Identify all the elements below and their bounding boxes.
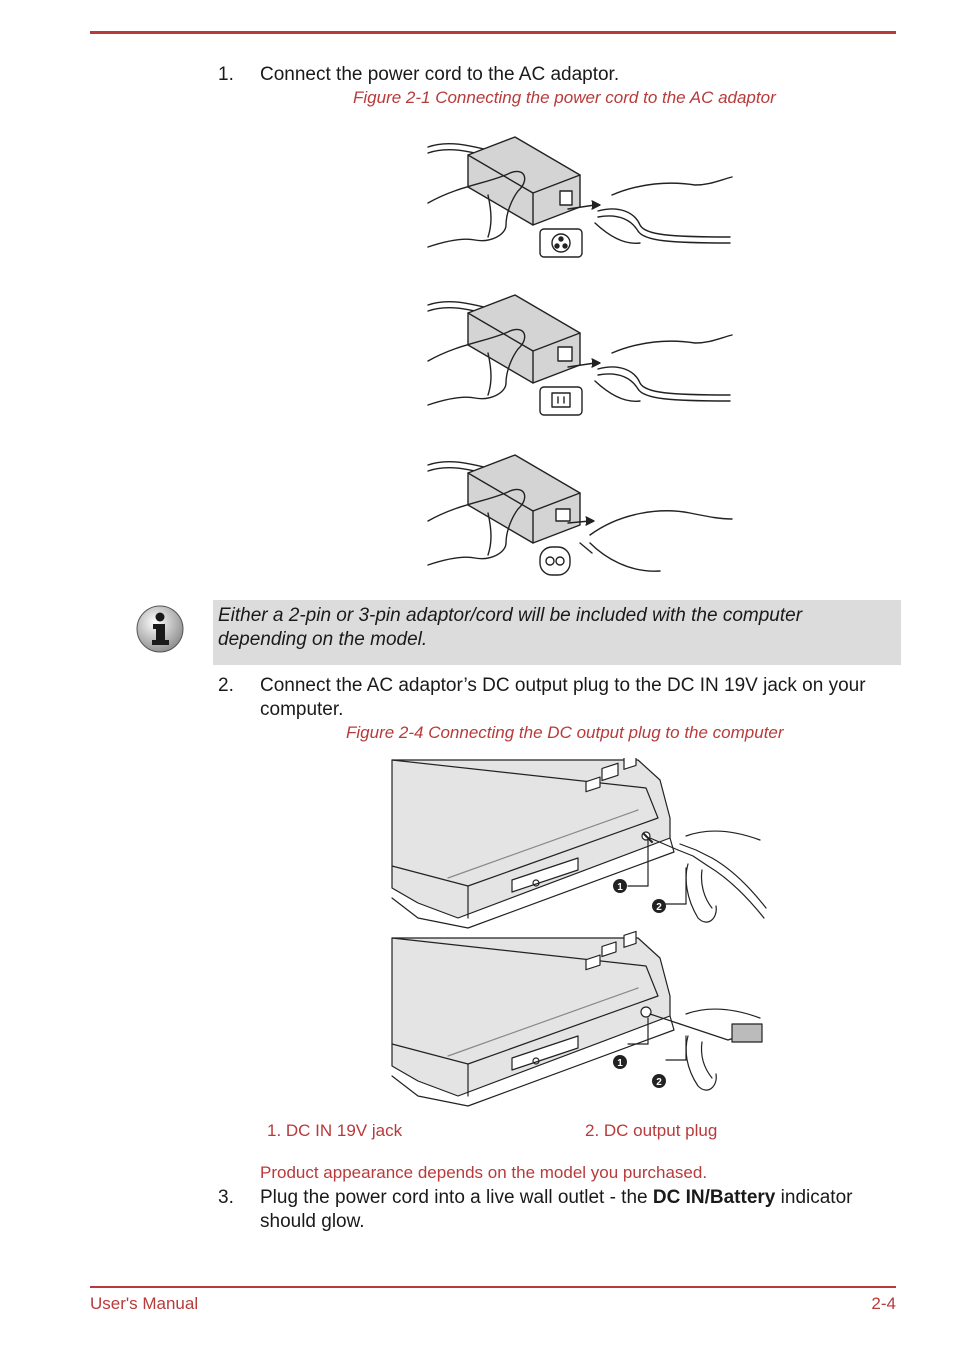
- callout-label-1: 1: [617, 882, 623, 893]
- indicator-name: DC IN/Battery: [652, 1187, 776, 1208]
- figure-caption-2: Figure 2-4 Connecting the DC output plug to the computer: [346, 723, 784, 742]
- step-text-part: indicator should glow.: [260, 1187, 853, 1232]
- info-icon: [135, 604, 185, 654]
- laptop-panel-b: [392, 931, 762, 1106]
- step-number: 1.: [218, 64, 234, 85]
- step-text: [260, 1186, 900, 1234]
- step-number: 2.: [218, 675, 234, 696]
- laptop-panel-a: [392, 758, 766, 928]
- footer-rule: [90, 1286, 896, 1288]
- legend-item-2: 2. DC output plug: [585, 1121, 718, 1140]
- ac-adaptor-illustration: [420, 125, 740, 585]
- dc-plug-illustration: [388, 758, 770, 1108]
- product-appearance-note: Product appearance depends on the model you purchased.: [260, 1163, 708, 1182]
- figure-caption-1: Figure 2-1 Connecting the power cord to the AC adaptor: [353, 88, 776, 107]
- adaptor-panel-2pin-square: [428, 295, 732, 415]
- legend-item-1: 1. DC IN 19V jack: [267, 1121, 403, 1140]
- header-rule: [90, 31, 896, 34]
- info-note-text: Either a 2-pin or 3-pin adaptor/cord will be included with the computer depending on the model.: [218, 605, 803, 650]
- step-text: Connect the power cord to the AC adaptor.: [260, 64, 620, 85]
- step-text-part: Plug the power cord into a live wall outlet - the: [260, 1187, 653, 1208]
- adaptor-panel-3pin: [428, 137, 732, 257]
- callout-label-2: 2: [656, 902, 662, 913]
- page-number: 2-4: [871, 1294, 896, 1313]
- info-note-box: [213, 600, 901, 665]
- footer-title: User's Manual: [90, 1294, 199, 1313]
- callout-label-2b: 2: [656, 1077, 662, 1088]
- step-number: 3.: [218, 1187, 234, 1208]
- callout-label-1b: 1: [617, 1058, 623, 1069]
- step-text: Connect the AC adaptor’s DC output plug to the DC IN 19V jack on your computer.: [260, 675, 866, 720]
- adaptor-panel-2pin-round: [428, 455, 732, 575]
